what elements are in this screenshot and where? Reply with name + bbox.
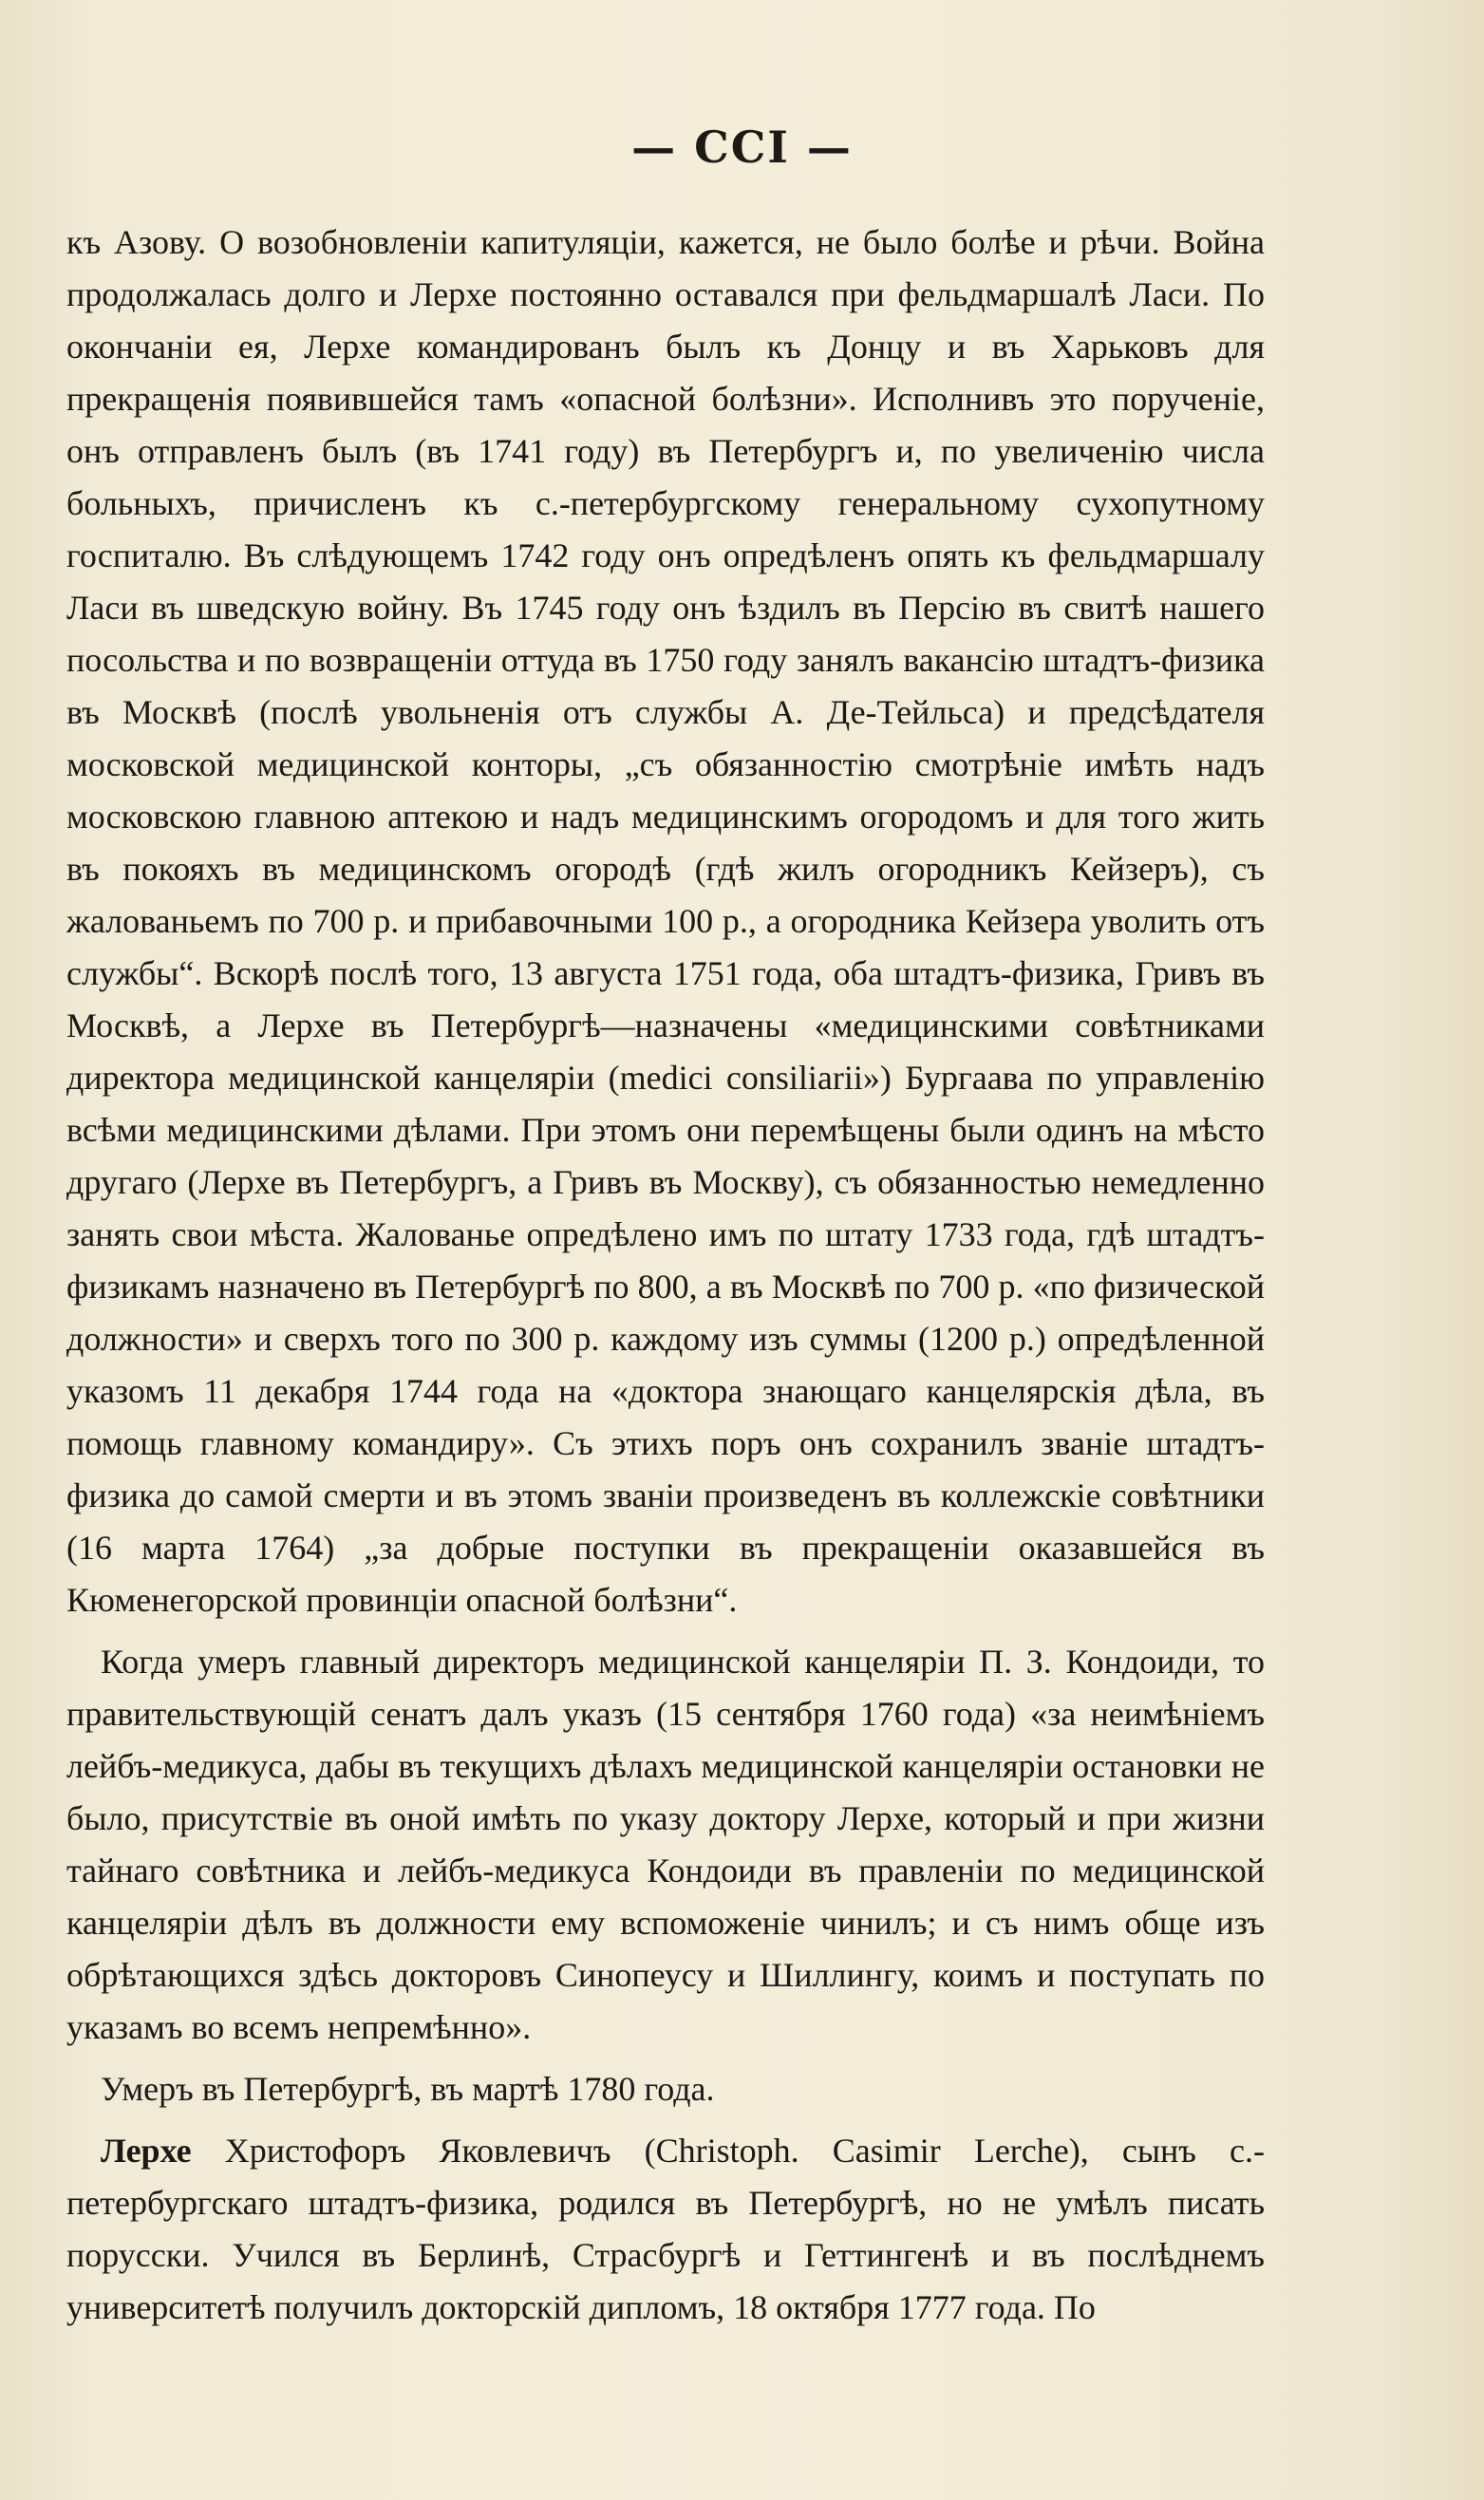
paragraph-3: Умеръ въ Петербургѣ, въ мартѣ 1780 года. (101, 2070, 715, 2108)
entry-text: Христофоръ Яковлевичъ (Christoph. Casimir Lerche), сынъ с.-петербургскаго штадтъ-физика, родился въ Петербургѣ, но не умѣлъ писать порусски. Учился въ Берлинѣ, Страсбургѣ и Геттингенѣ и въ послѣднемъ университетѣ получилъ докторскій дипломъ, 18 октября 1777 года. По (66, 2132, 1265, 2326)
body-text (66, 216, 1265, 2343)
paragraph-2: Когда умеръ главный директоръ медицинской канцеляріи П. З. Кондоиди, то правительствующій сенатъ далъ указъ (15 сентября 1760 года) «за неимѣніемъ лейбъ-медикуса, дабы въ текущихъ дѣлахъ медицинской канцеляріи остановки не было, присутствіе въ оной имѣть по указу доктору Лерхе, который и при жизни тайнаго совѣтника и лейбъ-медикуса Кондоиди въ правленіи по медицинской канцеляріи дѣлъ въ должности ему вспоможеніе чинилъ; и съ нимъ обще изъ обрѣтающихся здѣсь докторовъ Синопеусу и Шиллингу, коимъ и поступать по указамъ во всемъ непремѣнно». (66, 1643, 1265, 2046)
paragraph-1: къ Азову. О возобновленіи капитуляціи, кажется, не было болѣе и рѣчи. Война продолжалась долго и Лерхе постоянно оставался при фельдмаршалѣ Ласи. По окончаніи ея, Лерхе командированъ былъ къ Донцу и въ Харьковъ для прекращенія появившейся тамъ «опасной болѣзни». Исполнивъ это порученіе, онъ отправленъ былъ (въ 1741 году) въ Петербургъ и, по увеличенію числа больныхъ, причисленъ къ с.-петербургскому генеральному сухопутному госпиталю. Въ слѣдующемъ 1742 году онъ опредѣленъ опять къ фельдмаршалу Ласи въ шведскую войну. Въ 1745 году онъ ѣздилъ въ Персію въ свитѣ нашего посольства и по возвращеніи оттуда въ 1750 году занялъ вакансію штадтъ-физика въ Москвѣ (послѣ увольненія отъ службы А. Де-Тейльса) и предсѣдателя московской медицинской конторы, „съ обязанностію смотрѣніе имѣть надъ московскою главною аптекою и надъ медицинскимъ огородомъ и для того жить въ покояхъ въ медицинскомъ огородѣ (гдѣ жилъ огородникъ Кейзеръ), съ жалованьемъ по 700 р. и прибавочными 100 р., а огородника Кейзера уволить отъ службы“. Вскорѣ послѣ того, 13 августа 1751 года, оба штадтъ-физика, Гривъ въ Москвѣ, а Лерхе въ Петербургѣ—назначены «медицинскими совѣтниками директора медицинской канцеляріи (medici consiliarii») Бургаава по управленію всѣми медицинскими дѣлами. При этомъ они перемѣщены были одинъ на мѣсто другаго (Лерхе въ Петербургъ, а Гривъ въ Москву), съ обязанностью немедленно занять свои мѣста. Жалованье опредѣлено имъ по штату 1733 года, гдѣ штадтъ-физикамъ назначено въ Петербургѣ по 800, а въ Москвѣ по 700 р. «по физической должности» и сверхъ того по 300 р. каждому изъ суммы (1200 р.) опредѣленной указомъ 11 декабря 1744 года на «доктора знающаго канцелярскія дѣла, въ помощь главному командиру». Съ этихъ поръ онъ сохранилъ званіе штадтъ-физика до самой смерти и въ этомъ званіи произведенъ въ коллежскіе совѣтники (16 марта 1764) „за добрые поступки въ прекращеніи оказавшейся въ Кюменегорской провинціи опасной болѣзни“. (66, 223, 1265, 1619)
paragraph-4 (66, 2125, 1265, 2334)
page-number-header: — CCI — (631, 122, 853, 173)
entry-name: Лерхе (101, 2132, 192, 2170)
